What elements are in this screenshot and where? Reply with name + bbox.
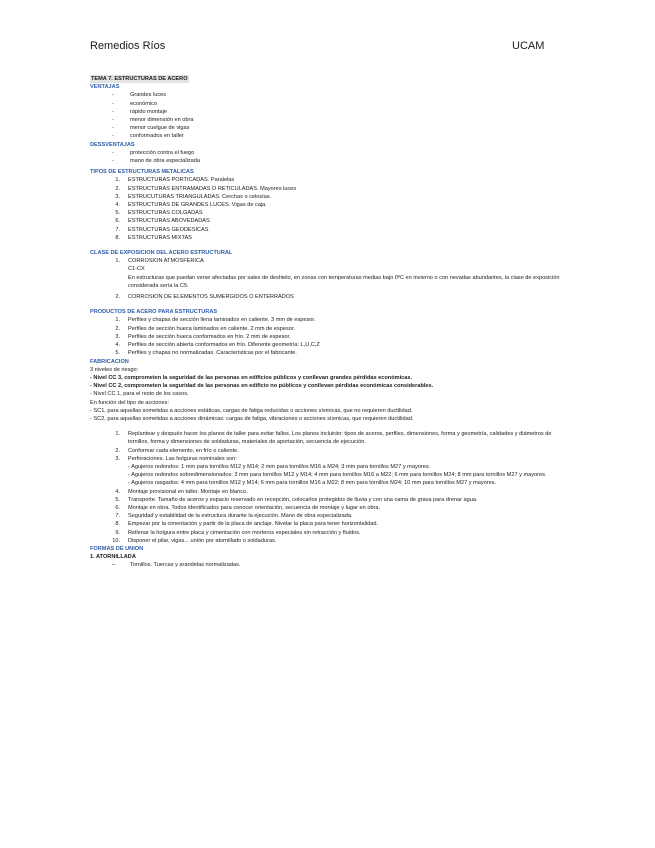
list-item: 4. ESTRUCTURAS DE GRANDES LUCES. Vigas de caja. <box>115 202 267 209</box>
document-body <box>90 75 570 570</box>
list-item: - Agujeros redondos: 1 mm para tornillos M12 y M14; 2 mm para tornillos M16 a M24; 3 mm para tornillos M27 y mayores. <box>128 463 431 470</box>
header-author: Remedios Ríos <box>90 40 166 52</box>
list-ventajas <box>90 91 570 140</box>
risk-levels-intro: 3 niveles de riesgo: <box>90 366 139 373</box>
dash-bullet: – <box>112 562 116 569</box>
list-item: 6. Montaje en obra. Todos identificados para conocer orientación, secuencia de montaje y lugar en obra. <box>115 504 381 511</box>
dash-bullet: - <box>112 149 114 156</box>
list-item: 2. CORROSION DE ELEMENTOS SUMERGIDOS O ENTERRADOS <box>115 294 294 301</box>
risk-level-cc3: - Nivel CC 3, comprometen la seguridad de las personas en edificios públicos y conllevan grandes pérdidas económicas. <box>90 374 413 381</box>
list-item: 1. CORROSION ATMOSFERICA <box>115 258 204 265</box>
section-heading-clase: CLASE DE EXPOSICION DEL ACERO ESTRUCTURAL <box>90 250 233 257</box>
list-item: 10. Disponer el pilar, vigas... unión por atornillado o soldaduras. <box>112 537 277 544</box>
section-heading-productos: PRODUCTOS DE ACERO PARA ESTRUCTURAS <box>90 309 218 316</box>
list-item: - protección contra el fuego <box>112 149 195 156</box>
list-item: 8. ESTRUCTURAS MIXTAS <box>115 234 192 241</box>
list-item: - menor cuelgue de vigas <box>112 125 190 132</box>
list-item: - rápido montaje <box>112 108 168 115</box>
list-item: – Tornillos. Tuercas y arandelas normalizadas. <box>112 562 241 569</box>
list-item: 7. Seguridad y estabilidad de la estructura durante la ejecución. Mano de obra especializada. <box>115 513 353 520</box>
dash-bullet: - <box>112 100 114 107</box>
list-desventajas <box>90 149 570 165</box>
list-holguras <box>90 463 570 488</box>
subheading-atornillada: 1. ATORNILLADA <box>90 554 136 561</box>
exposure-class-description: En estructuras que puedan verse afectadas por sales de deshielo, en zonas con temperaturas medias bajo 0ºC en invierno o con nevadas abundantes, la clase de exposición considerada sería la C5. <box>128 274 560 289</box>
list-item: 5. ESTRUCTURAS COLGADAS <box>115 210 203 217</box>
list-item: 2. Conformar cada elemento, en frío o caliente. <box>115 447 239 454</box>
list-item: 1. Replantear y después hacer los planos de taller para evitar fallos. Los planos incluirán: tipos de aceros, perfiles, dimensiones, forma y geometría, calidades y diámetros de tornillos, forma y dimensiones de soldaduras, materiales de aportación, secuencia de ejecución. <box>115 431 552 446</box>
list-productos <box>90 316 570 357</box>
list-tipos <box>90 176 570 242</box>
list-item: 5. Transporte. Tamaño de aceros y espacio reservado en recepción, colocarlos protegidos de lluvia y con una cama de grava para drenar agua. <box>115 496 478 503</box>
list-item: - mano de obra especializada <box>112 158 200 165</box>
section-heading-formas: FORMAS DE UNION <box>90 545 144 552</box>
list-item: 4. Perfiles de sección abierta conformados en frío. Diferente geometría: L,U,C,Z <box>115 342 320 349</box>
list-item: 3. Perfiles de sección hueca conformados en frío. 2 mm de espesor. <box>115 333 291 340</box>
list-item: - Agujeros rasgados: 4 mm para tornillos M12 y M14; 6 mm para tornillos M16 a M22; 8 mm para tornillos M24; 10 mm para tornillos M27 y mayores. <box>128 480 497 487</box>
list-fabricacion-steps <box>90 430 570 463</box>
risk-level-cc2: - Nivel CC 2, comprometen la seguridad de las personas en edificio no públicos y conllevan pérdidas económicas considerables. <box>90 383 434 390</box>
dash-bullet: - <box>112 108 114 115</box>
action-class-sc1: - SC1, para aquellas sometidas a acciones estáticas, cargas de fatiga reducidas o acciones sísmicas, que no requieren ductilidad. <box>90 407 413 414</box>
dash-bullet: - <box>112 92 114 99</box>
list-item: 3. Perforaciones. Las holguras nominales son: <box>115 455 237 462</box>
list-item: 9. Rellenar la holgura entre placa y cimentación con morteros especiales sin retracción y fluidos. <box>115 529 361 536</box>
document-title: TEMA 7. ESTRUCTURAS DE ACERO <box>91 76 188 82</box>
list-item: - económico <box>112 100 158 107</box>
list-item: 6. ESTRUCTURAS ABOVEDADAS <box>115 218 210 225</box>
dash-bullet: - <box>112 133 114 140</box>
actions-intro: En función del tipo de acciones: <box>90 399 169 406</box>
dash-bullet: - <box>112 117 114 124</box>
list-item: 1. ESTRUCTURAS PORTICADAS. Paralelas <box>115 177 235 184</box>
list-fabricacion-steps-2 <box>90 488 570 545</box>
dash-bullet: - <box>112 125 114 132</box>
list-item: 1. Perfiles y chapas de sección llena laminados en caliente. 3 mm de espesor. <box>115 317 316 324</box>
list-item: - Agujeros redondos sobredimensionados: 3 mm para tornillos M12 y M14; 4 mm para tornillos M16 a M22; 6 mm para tornillos M24; 8 mm para tornillos M27 y mayores. <box>128 472 547 479</box>
section-heading-ventajas: VENTAJAS <box>90 84 120 91</box>
risk-level-cc1: - Nivel CC 1, para el resto de los casos. <box>90 391 189 398</box>
list-item: - conformados en taller <box>112 133 184 140</box>
list-item: - menor dimensión en obra <box>112 117 194 124</box>
section-heading-tipos: TIPOS DE ESTRUCTURAS METALICAS <box>90 169 194 176</box>
list-item: 5. Perfiles y chapas no normalizadas. Características por el fabricante. <box>115 350 297 357</box>
action-class-sc2: - SC2, para aquellas sometidas a acciones dinámicas: cargas de fatiga, vibraciones o acciones sísmicas, que requieren ductilidad. <box>90 415 414 422</box>
list-item: 3. ESTRUCUTURAS TRIANGULADAS. Cerchas o celosías. <box>115 193 272 200</box>
exposure-class-range: C1-CX <box>128 266 145 273</box>
list-item: 7. ESTRUCTURAS GEODESICAS <box>115 226 209 233</box>
header-institution: UCAM <box>512 40 545 52</box>
list-item: 4. Montaje provisional en taller. Montaje en blanco. <box>115 488 248 495</box>
section-heading-desventajas: DESSVENTAJAS <box>90 141 135 148</box>
section-heading-fabricacion: FABRICACION <box>90 358 129 365</box>
list-item: 8. Empezar por la cimentación y partir de la placa de anclaje. Nivelar la placa para tener horizontalidad. <box>115 521 378 528</box>
dash-bullet: - <box>112 158 114 165</box>
list-item: 2. Perfiles de sección hueca laminados en caliente. 2 mm de espesor. <box>115 325 295 332</box>
list-item: 2. ESTRUCTURAS ENTRAMADAS O RETICULADAS. Mayores luces <box>115 185 297 192</box>
list-item: - Grandes luces <box>112 92 167 99</box>
